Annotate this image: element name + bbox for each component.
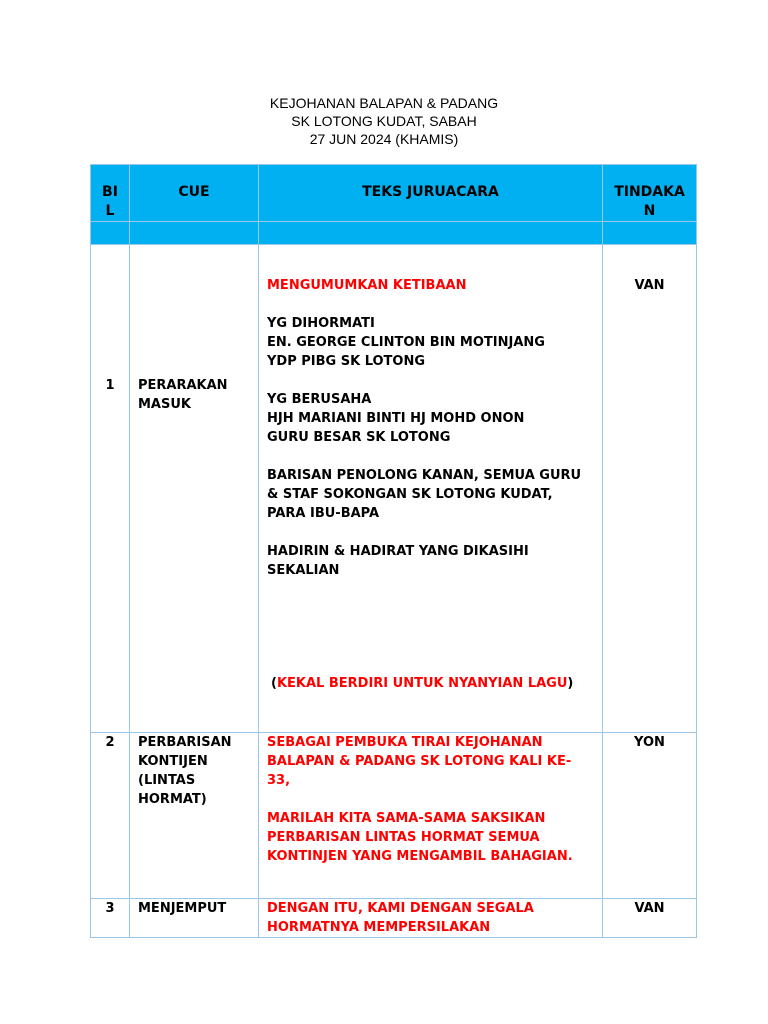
subheader-cell	[130, 222, 259, 245]
column-header-bil: BI L	[91, 165, 130, 222]
guest-block: YG DIHORMATI EN. GEORGE CLINTON BIN MOTINJANG YDP PIBG SK LOTONG	[267, 316, 545, 369]
row-number: 2	[91, 733, 130, 899]
subheader-cell	[259, 222, 603, 245]
row-action: VAN	[603, 245, 697, 733]
script-text: MARILAH KITA SAMA-SAMA SAKSIKAN PERBARISAN LINTAS HORMAT SEMUA KONTINJEN YANG MENGAMBIL BAHAGIAN.	[267, 811, 573, 864]
event-venue: SK LOTONG KUDAT, SABAH	[291, 113, 477, 129]
column-header-teks: TEKS JURUACARA	[259, 165, 603, 222]
note-bracket: )	[567, 676, 574, 691]
row-action: YON	[603, 733, 697, 899]
announce-text: MENGUMUMKAN KETIBAAN	[267, 278, 467, 293]
row-cue: PERBARISAN KONTIJEN (LINTAS HORMAT)	[130, 733, 259, 899]
note-bracket: (	[271, 676, 277, 691]
event-title: KEJOHANAN BALAPAN & PADANG	[269, 95, 499, 111]
script-table	[90, 164, 697, 938]
table-row	[91, 899, 697, 938]
row-cue: PERARAKAN MASUK	[130, 245, 259, 733]
note-text: KEKAL BERDIRI UNTUK NYANYIAN LAGU	[276, 676, 568, 691]
guest-block: BARISAN PENOLONG KANAN, SEMUA GURU & STAF SOKONGAN SK LOTONG KUDAT, PARA IBU-BAPA	[267, 468, 582, 521]
table-header-row	[91, 165, 697, 222]
instruction-note	[267, 674, 594, 693]
script-text: SEBAGAI PEMBUKA TIRAI KEJOHANAN BALAPAN & PADANG SK LOTONG KALI KE-33,	[267, 735, 572, 788]
row-number: 3	[91, 899, 130, 938]
row-number: 1	[91, 245, 130, 733]
row-script	[259, 899, 603, 938]
guest-block: YG BERUSAHA HJH MARIANI BINTI HJ MOHD ONON GURU BESAR SK LOTONG	[267, 392, 525, 445]
row-cue: MENJEMPUT	[130, 899, 259, 938]
table-row	[91, 733, 697, 899]
document-header	[0, 94, 768, 148]
script-text: DENGAN ITU, KAMI DENGAN SEGALA HORMATNYA MEMPERSILAKAN	[267, 901, 534, 935]
subheader-cell	[603, 222, 697, 245]
row-script	[259, 733, 603, 899]
table-row	[91, 245, 697, 733]
column-header-tindakan: TINDAKA N	[603, 165, 697, 222]
column-header-cue: CUE	[130, 165, 259, 222]
subheader-cell	[91, 222, 130, 245]
row-action: VAN	[603, 899, 697, 938]
guest-block: HADIRIN & HADIRAT YANG DIKASIHI SEKALIAN	[267, 544, 529, 578]
event-date: 27 JUN 2024 (KHAMIS)	[309, 131, 459, 147]
row-script	[259, 245, 603, 733]
table-subheader-row	[91, 222, 697, 245]
